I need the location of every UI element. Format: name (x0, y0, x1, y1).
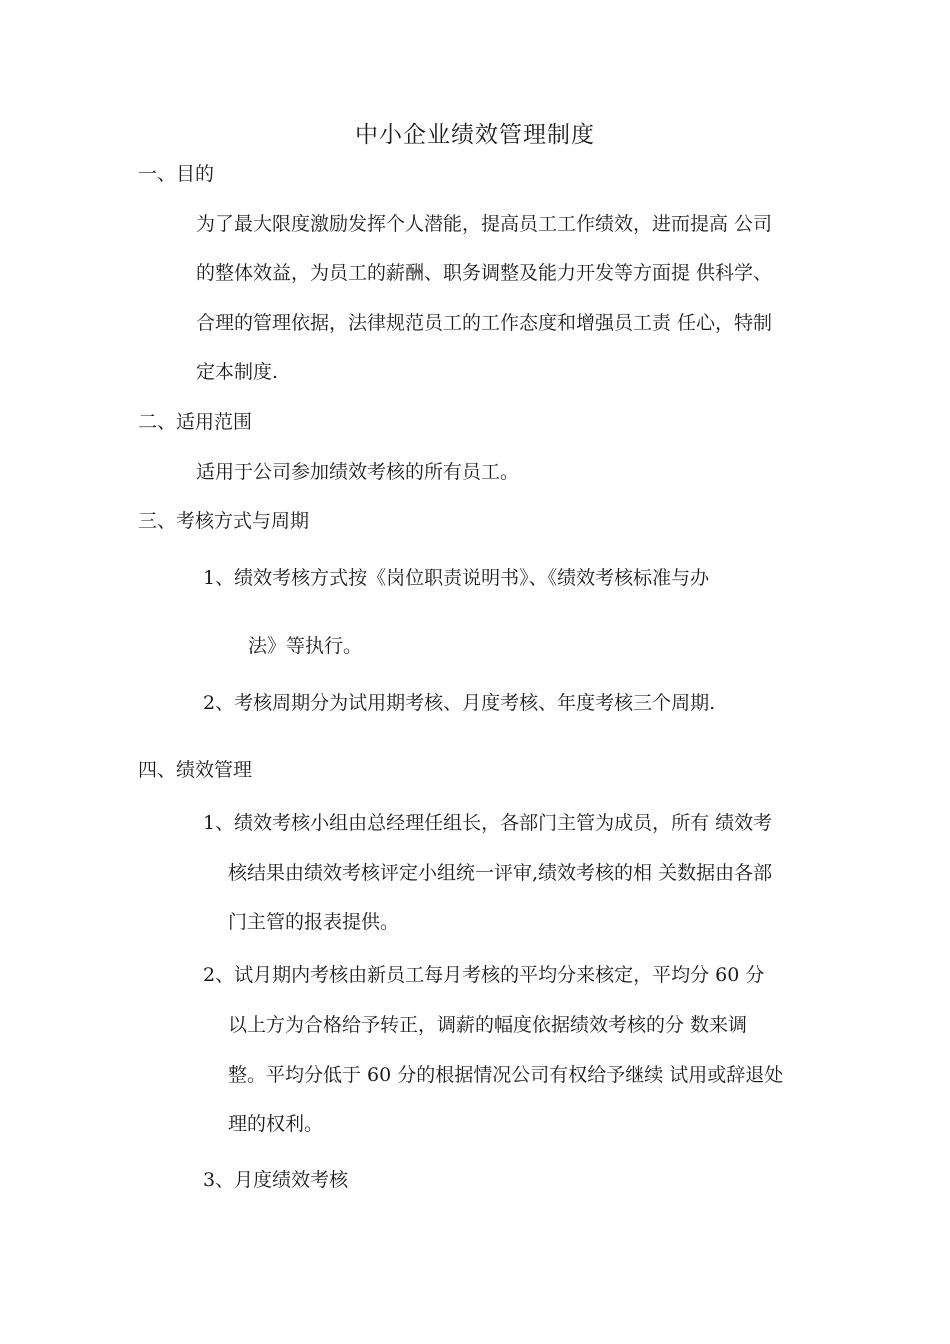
management-item-1-line-3: 门主管的报表提供。 (228, 911, 400, 933)
management-item-1-line-2: 核结果由绩效考核评定小组统一评审,绩效考核的相 关数据由各部 (228, 862, 773, 884)
section-heading-purpose: 一、目的 (138, 163, 215, 185)
purpose-line-2: 的整体效益，为员工的薪酬、职务调整及能力开发等方面提 供科学、 (196, 262, 773, 284)
purpose-line-1: 为了最大限度激励发挥个人潜能，提高员工工作绩效，进而提高 公司 (196, 213, 773, 235)
management-item-3-line-1: 3、月度绩效考核 (203, 1169, 349, 1191)
method-item-2-line-1: 2、考核周期分为试用期考核、月度考核、年度考核三个周期. (203, 692, 716, 714)
section-heading-management: 四、绩效管理 (138, 759, 253, 781)
method-item-1-line-1: 1、绩效考核方式按《岗位职责说明书》、《绩效考核标准与办 (203, 567, 710, 589)
document-title: 中小企业绩效管理制度 (355, 122, 595, 148)
management-item-2-line-3: 整。平均分低于 60 分的根据情况公司有权给予继续 试用或辞退处 (228, 1064, 784, 1086)
method-item-1-line-2: 法》等执行。 (248, 635, 363, 657)
management-item-2-line-1: 2、试月期内考核由新员工每月考核的平均分来核定，平均分 60 分 (203, 964, 765, 986)
section-heading-method: 三、考核方式与周期 (138, 510, 310, 532)
management-item-2-line-4: 理的权利。 (228, 1113, 324, 1135)
management-item-2-line-2: 以上方为合格给予转正，调薪的幅度依据绩效考核的分 数来调 (228, 1014, 748, 1036)
scope-line-1: 适用于公司参加绩效考核的所有员工。 (196, 461, 520, 483)
purpose-line-3: 合理的管理依据，法律规范员工的工作态度和增强员工责 任心，特制 (196, 312, 773, 334)
section-heading-scope: 二、适用范围 (138, 411, 253, 433)
purpose-line-4: 定本制度. (196, 361, 279, 383)
management-item-1-line-1: 1、绩效考核小组由总经理任组长，各部门主管为成员，所有 绩效考 (203, 812, 773, 834)
